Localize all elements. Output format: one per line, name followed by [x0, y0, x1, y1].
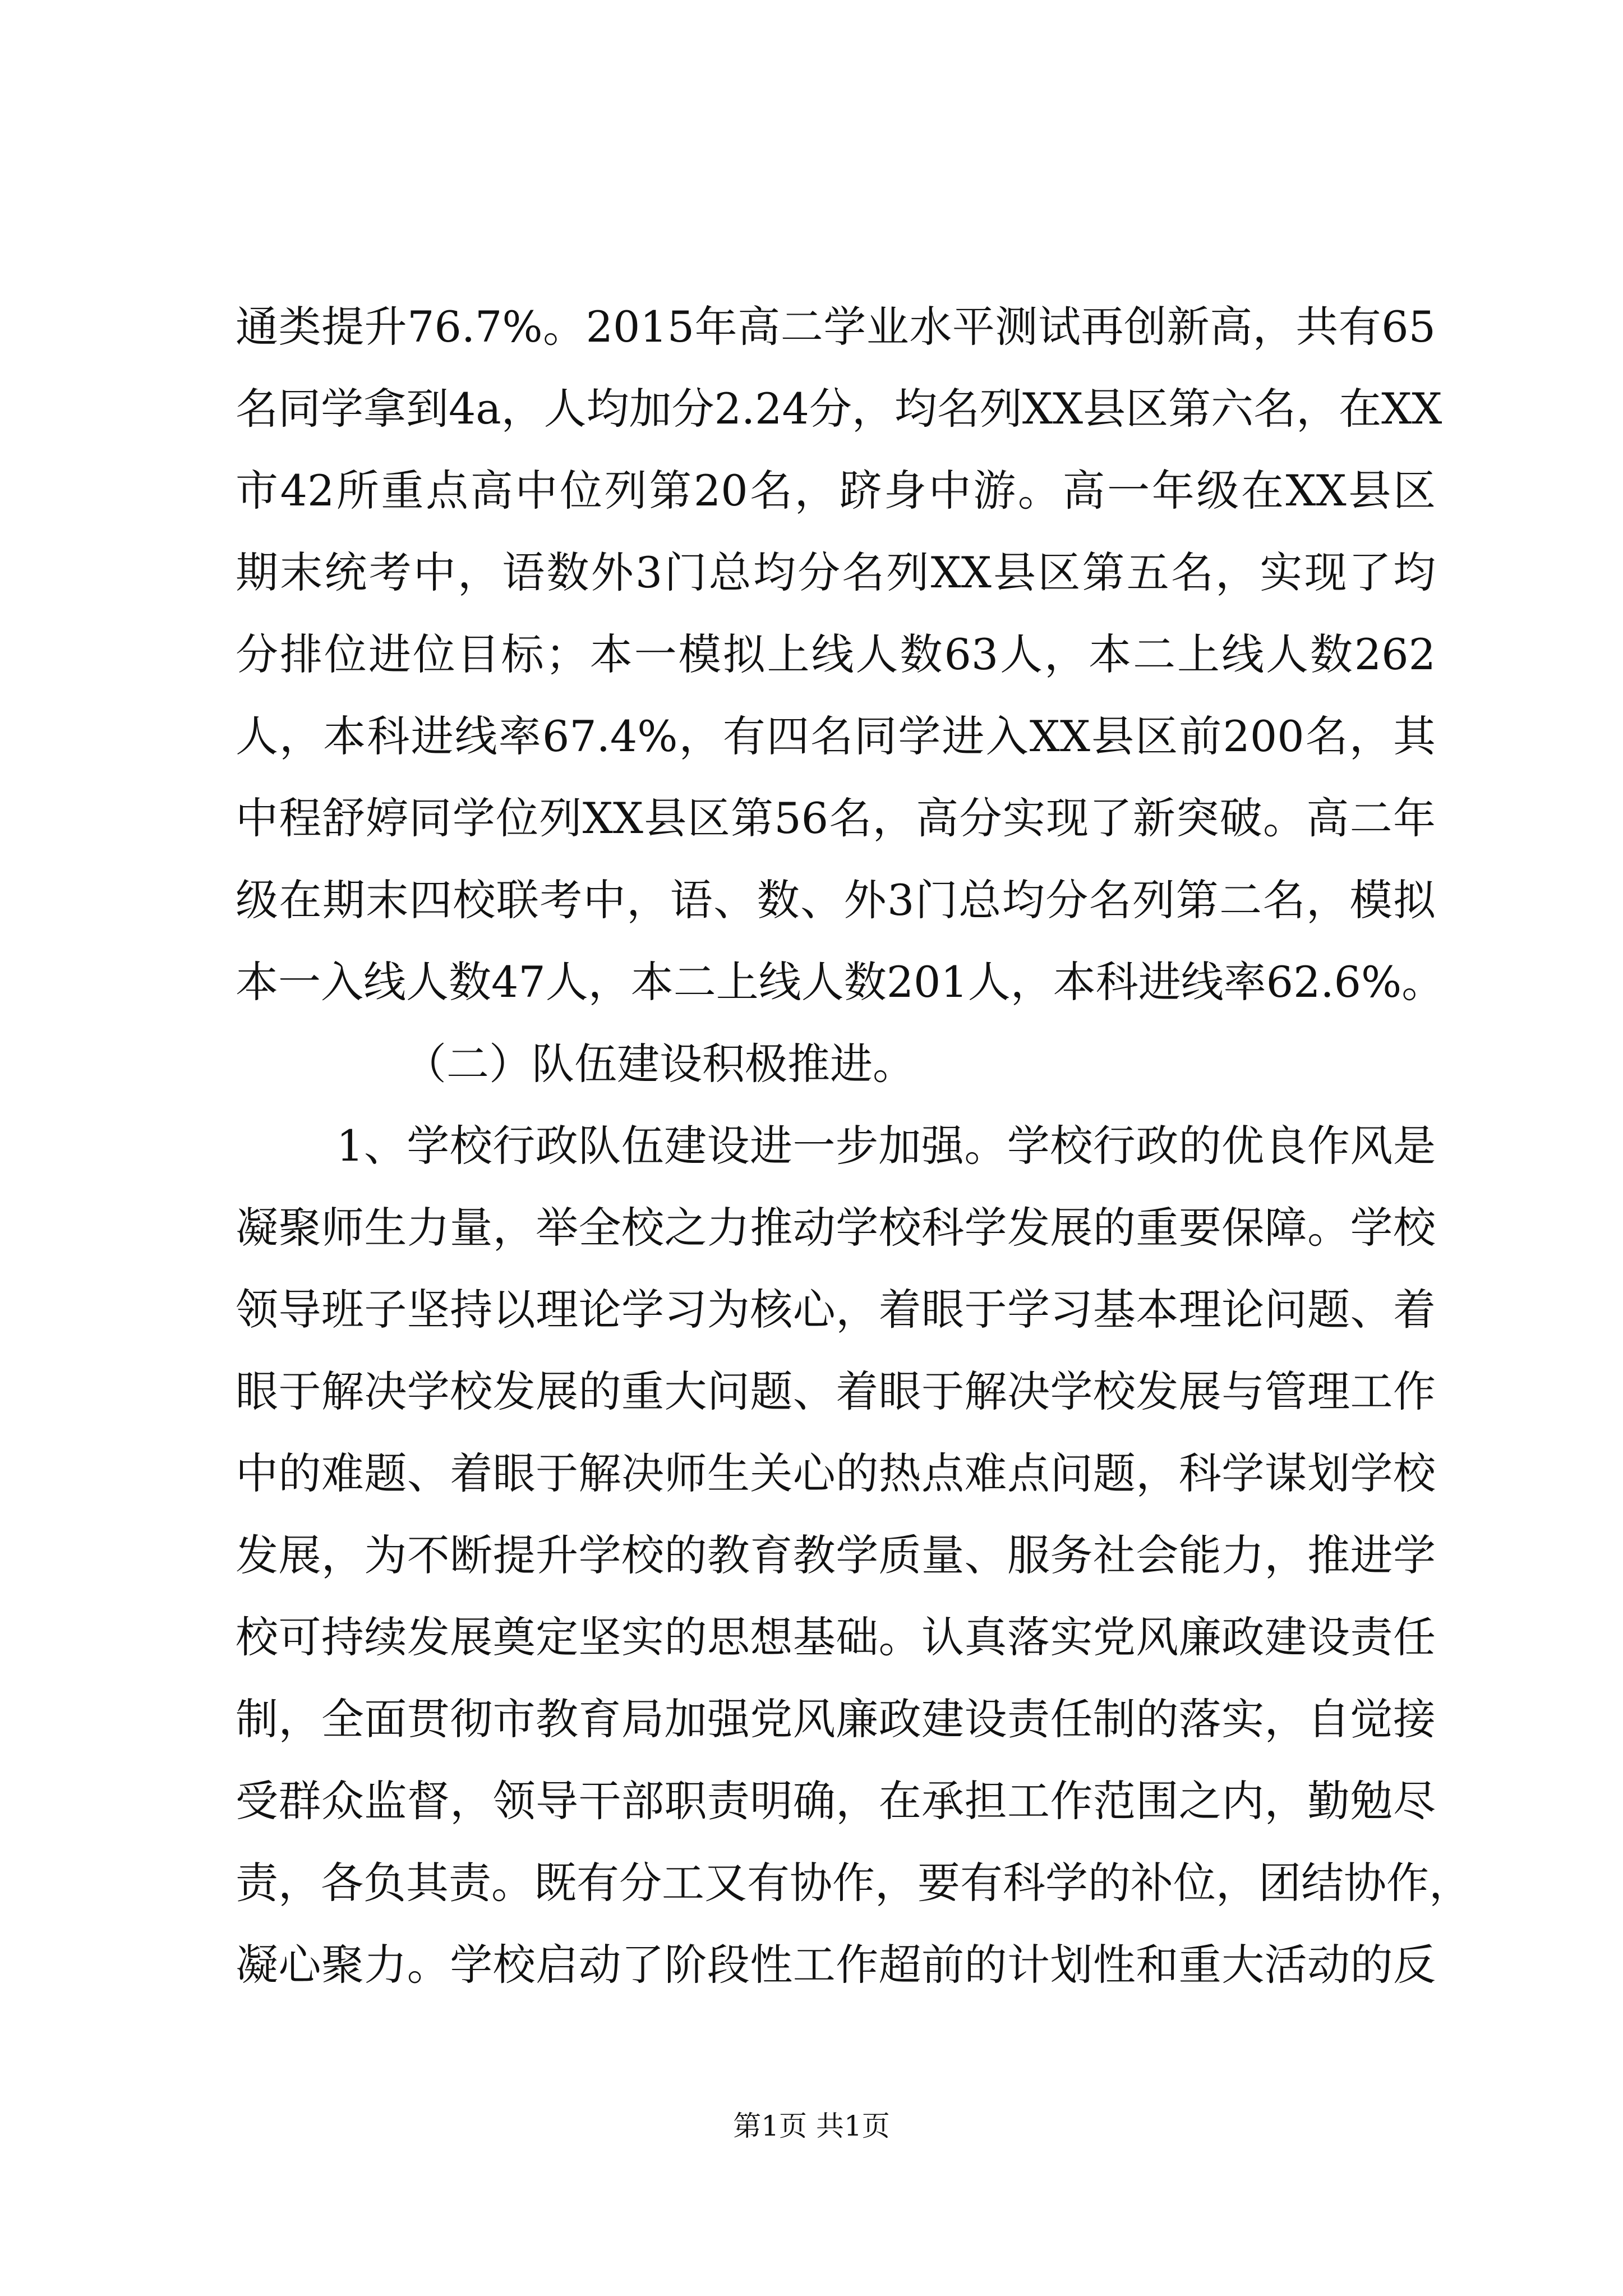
text-line: 领导班子坚持以理论学习为核心，着眼于学习基本理论问题、着 — [236, 1285, 1436, 1335]
text-line: 制，全面贯彻市教育局加强党风廉政建设责任制的落实，自觉接 — [236, 1694, 1436, 1744]
text-line: 受群众监督，领导干部职责明确，在承担工作范围之内，勤勉尽 — [236, 1776, 1436, 1826]
section-heading: （二）队伍建设积极推进。 — [404, 1039, 915, 1089]
text-line: 1、学校行政队伍建设进一步加强。学校行政的优良作风是 — [336, 1121, 1436, 1171]
body-text — [236, 286, 1472, 2006]
text-line: 中程舒婷同学位列XX县区第56名，高分实现了新突破。高二年 — [236, 793, 1436, 843]
text-line: 期末统考中，语数外3门总均分名列XX县区第五名，实现了均 — [236, 547, 1436, 597]
page-footer: 第1页 共1页 — [733, 2110, 890, 2142]
text-line: 凝心聚力。学校启动了阶段性工作超前的计划性和重大活动的反 — [236, 1940, 1436, 1990]
text-line: 校可持续发展奠定坚实的思想基础。认真落实党风廉政建设责任 — [236, 1612, 1436, 1662]
text-line: 本一入线人数47人，本二上线人数201人，本科进线率62.6%。 — [236, 957, 1445, 1007]
text-line: 眼于解决学校发展的重大问题、着眼于解决学校发展与管理工作 — [236, 1366, 1436, 1416]
text-line: 发展，为不断提升学校的教育教学质量、服务社会能力，推进学 — [236, 1530, 1436, 1580]
text-line: 责，各负其责。既有分工又有协作，要有科学的补位，团结协作， — [236, 1858, 1472, 1908]
text-line: 人，本科进线率67.4%，有四名同学进入XX县区前200名，其 — [236, 711, 1436, 761]
text-line: 凝聚师生力量，举全校之力推动学校科学发展的重要保障。学校 — [236, 1203, 1436, 1253]
text-line: 名同学拿到4a，人均加分2.24分，均名列XX县区第六名，在XX — [236, 384, 1442, 434]
text-line: 分排位进位目标；本一模拟上线人数63人，本二上线人数262 — [236, 629, 1436, 679]
text-line: 级在期末四校联考中，语、数、外3门总均分名列第二名，模拟 — [236, 875, 1436, 925]
text-line: 通类提升76.7%。2015年高二学业水平测试再创新高，共有65 — [236, 302, 1436, 352]
text-line: 中的难题、着眼于解决师生关心的热点难点问题，科学谋划学校 — [236, 1448, 1436, 1498]
text-line: 市42所重点高中位列第20名，跻身中游。高一年级在XX县区 — [236, 466, 1436, 516]
